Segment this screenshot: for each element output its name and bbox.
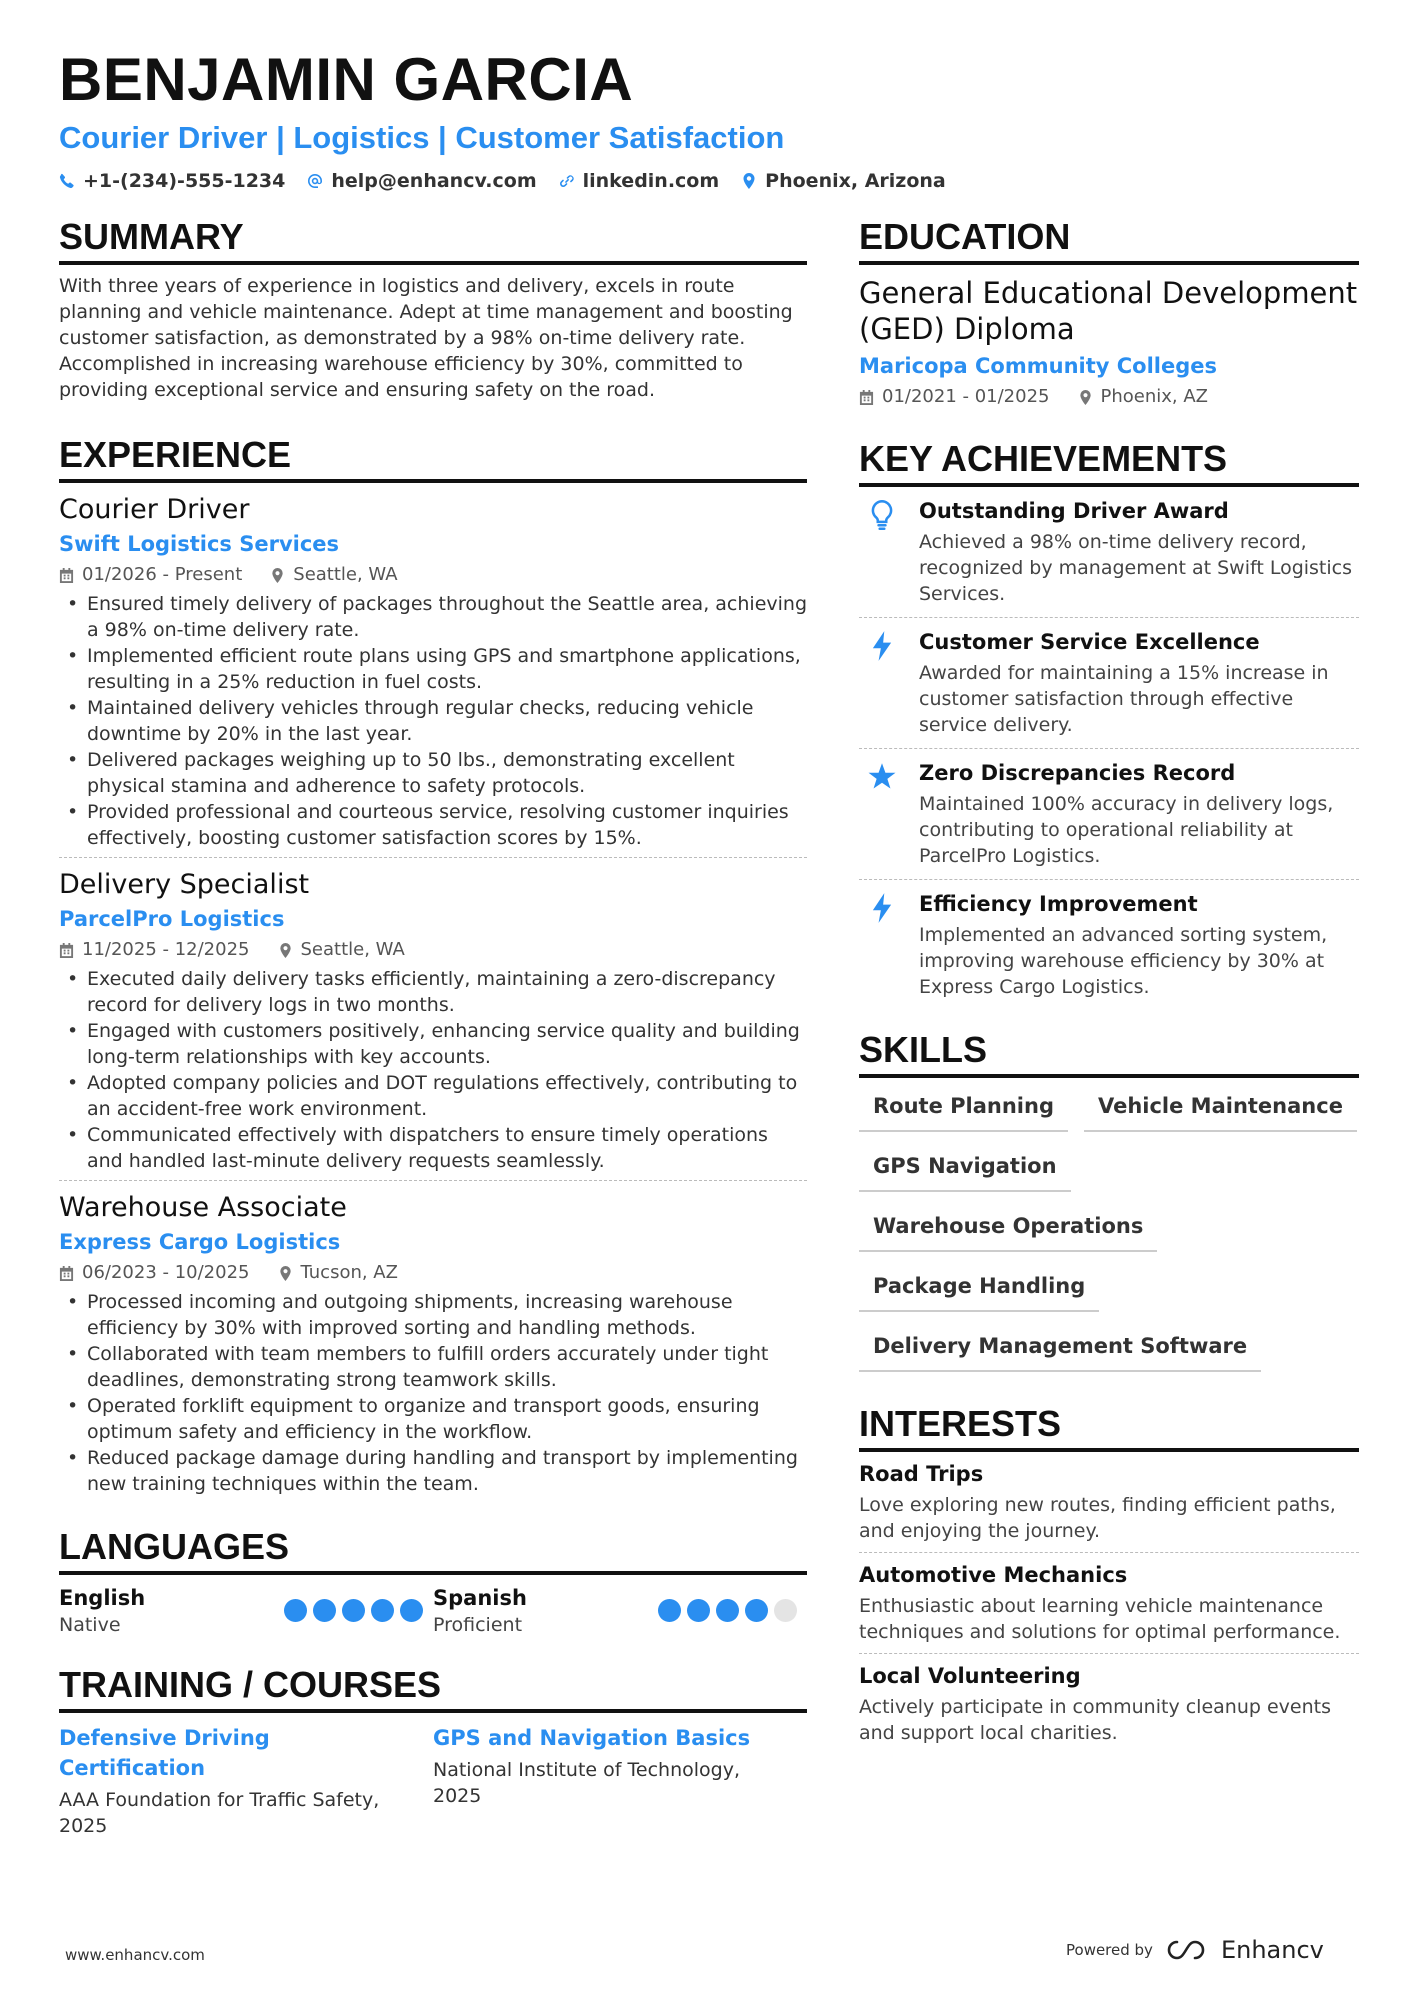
experience-entry: [59, 483, 807, 857]
achievements-heading: KEY ACHIEVEMENTS: [859, 437, 1359, 487]
rating-dot-filled: [400, 1599, 423, 1622]
job-title: Courier Driver: [59, 494, 250, 525]
achievement-title: Outstanding Driver Award: [919, 499, 1229, 523]
bullet-item: • Maintained delivery vehicles through regular checks, reducing vehicle downtime by 20% in the last year.: [59, 695, 807, 747]
training-item: [433, 1723, 807, 1839]
achievements-section: [859, 437, 1359, 1010]
company-name: Swift Logistics Services: [59, 532, 340, 556]
language-name: English: [59, 1586, 146, 1610]
bullet-item: • Implemented efficient route plans using GPS and smartphone applications, resulting in a 25% reduction in fuel costs.: [59, 643, 807, 695]
footer-website[interactable]: www.enhancv.com: [65, 1946, 205, 1964]
lightning-icon: [867, 630, 897, 662]
contact-email[interactable]: [307, 170, 536, 192]
language-level: Proficient: [433, 1614, 523, 1636]
achievement-item: [859, 748, 1359, 879]
interest-title: Road Trips: [859, 1462, 984, 1486]
language-level: Native: [59, 1614, 121, 1636]
bullet-item: • Processed incoming and outgoing shipments, increasing warehouse efficiency by 30% with improved sorting and handling methods.: [59, 1289, 807, 1341]
calendar-icon: [859, 390, 874, 405]
skills-list: [859, 1092, 1359, 1372]
interest-title: Automotive Mechanics: [859, 1563, 1128, 1587]
rating-dot-empty: [774, 1599, 797, 1622]
experience-entry: [59, 857, 807, 1180]
lightbulb-icon: [867, 499, 897, 531]
brand-name: Enhancv: [1220, 1936, 1324, 1964]
summary-heading: SUMMARY: [59, 215, 807, 265]
skills-heading: SKILLS: [859, 1028, 1359, 1078]
interest-desc: Actively participate in community cleanup events and support local charities.: [859, 1696, 1331, 1744]
achievement-title: Customer Service Excellence: [919, 630, 1260, 654]
left-column: [59, 215, 807, 1839]
job-dates: 01/2026 - Present: [82, 564, 243, 585]
skill-tag: GPS Navigation: [859, 1152, 1071, 1192]
bullet-item: • Collaborated with team members to fulfill orders accurately under tight deadlines, demonstrating strong teamwork skills.: [59, 1341, 807, 1393]
star-icon: [867, 761, 897, 793]
training-desc: AAA Foundation for Traffic Safety, 2025: [59, 1789, 380, 1837]
location-pin-icon: [741, 173, 757, 189]
education-meta: [859, 385, 1359, 409]
company-name: ParcelPro Logistics: [59, 907, 285, 931]
contact-linkedin[interactable]: [559, 170, 720, 192]
location-pin-icon: [1078, 390, 1093, 405]
skill-tag: Vehicle Maintenance: [1084, 1092, 1357, 1132]
education-dates: 01/2021 - 01/2025: [882, 386, 1050, 407]
rating-dot-filled: [716, 1599, 739, 1622]
link-icon: [559, 173, 575, 189]
achievement-item: [859, 879, 1359, 1010]
experience-entry: [59, 1180, 807, 1503]
contact-phone[interactable]: [59, 170, 285, 192]
candidate-name: BENJAMIN GARCIA: [59, 46, 634, 113]
bullet-item: • Operated forklift equipment to organize and transport goods, ensuring optimum safety and efficiency in the workflow.: [59, 1393, 807, 1445]
summary-section: [59, 215, 807, 403]
job-location: Seattle, WA: [293, 564, 398, 585]
bullet-item: • Provided professional and courteous service, resolving customer inquiries effectively, boosting customer satisfaction scores by 15%.: [59, 799, 807, 851]
job-bullets: [59, 966, 807, 1174]
rating-dot-filled: [371, 1599, 394, 1622]
job-meta: [59, 938, 807, 962]
skill-tag: Route Planning: [859, 1092, 1068, 1132]
interest-desc: Enthusiastic about learning vehicle maintenance techniques and solutions for optimal performance.: [859, 1595, 1341, 1643]
interest-item: [859, 1552, 1359, 1653]
interest-item: [859, 1452, 1359, 1552]
bullet-item: • Communicated effectively with dispatchers to ensure timely operations and handled last-minute delivery requests seamlessly.: [59, 1122, 807, 1174]
training-desc: National Institute of Technology, 2025: [433, 1759, 740, 1807]
bullet-item: • Executed daily delivery tasks efficiently, maintaining a zero-discrepancy record for delivery logs in two months.: [59, 966, 807, 1018]
skill-tag: Warehouse Operations: [859, 1212, 1157, 1252]
language-name: Spanish: [433, 1586, 527, 1610]
at-icon: [307, 173, 323, 189]
calendar-icon: [59, 1266, 74, 1281]
company-name: Express Cargo Logistics: [59, 1230, 341, 1254]
location-pin-icon: [278, 1266, 293, 1281]
rating-dot-filled: [313, 1599, 336, 1622]
location-text: Phoenix, Arizona: [765, 170, 946, 192]
job-location: Seattle, WA: [300, 939, 405, 960]
enhancv-logo[interactable]: [1167, 1936, 1324, 1964]
contact-location: [741, 170, 946, 192]
location-pin-icon: [270, 568, 285, 583]
phone-icon: [59, 173, 75, 189]
location-pin-icon: [278, 943, 293, 958]
calendar-icon: [59, 568, 74, 583]
resume-header: [59, 44, 1359, 192]
right-column: [859, 215, 1359, 1754]
languages-list: [59, 1585, 807, 1639]
achievement-item: [859, 487, 1359, 617]
bullet-item: • Ensured timely delivery of packages throughout the Seattle area, achieving a 98% on-time delivery rate.: [59, 591, 807, 643]
interests-heading: INTERESTS: [859, 1402, 1359, 1452]
skill-tag: Package Handling: [859, 1272, 1099, 1312]
headline: Courier Driver | Logistics | Customer Satisfaction: [59, 120, 785, 155]
job-dates: 06/2023 - 10/2025: [82, 1262, 250, 1283]
powered-by-text: Powered by: [1066, 1941, 1153, 1959]
languages-heading: LANGUAGES: [59, 1525, 807, 1575]
calendar-icon: [59, 943, 74, 958]
footer-branding: [1066, 1936, 1324, 1964]
interest-desc: Love exploring new routes, finding efficient paths, and enjoying the journey.: [859, 1494, 1336, 1542]
language-item: [433, 1585, 807, 1639]
achievement-desc: Maintained 100% accuracy in delivery logs, contributing to operational reliability at ParcelPro Logistics.: [919, 793, 1334, 867]
language-rating: [284, 1599, 423, 1639]
rating-dot-filled: [342, 1599, 365, 1622]
job-dates: 11/2025 - 12/2025: [82, 939, 250, 960]
interest-item: [859, 1653, 1359, 1754]
interest-title: Local Volunteering: [859, 1664, 1081, 1688]
rating-dot-filled: [658, 1599, 681, 1622]
education-location: Phoenix, AZ: [1100, 386, 1208, 407]
education-section: [859, 215, 1359, 409]
experience-section: [59, 433, 807, 1503]
bullet-item: • Adopted company policies and DOT regulations effectively, contributing to an accident-free work environment.: [59, 1070, 807, 1122]
training-list: [59, 1723, 807, 1839]
bullet-item: • Delivered packages weighing up to 50 lbs., demonstrating excellent physical stamina and adherence to safety protocols.: [59, 747, 807, 799]
job-bullets: [59, 1289, 807, 1497]
degree: General Educational Development (GED) Diploma: [859, 276, 1358, 346]
achievement-title: Zero Discrepancies Record: [919, 761, 1236, 785]
bullet-item: • Reduced package damage during handling and transport by implementing new training techniques within the team.: [59, 1445, 807, 1497]
achievement-item: [859, 617, 1359, 748]
training-title: Defensive Driving Certification: [59, 1726, 270, 1780]
job-meta: [59, 1261, 807, 1285]
phone-text: +1-(234)-555-1234: [83, 170, 286, 192]
school-name: Maricopa Community Colleges: [859, 354, 1218, 378]
rating-dot-filled: [284, 1599, 307, 1622]
email-text: help@enhancv.com: [331, 170, 537, 192]
interests-section: [859, 1402, 1359, 1754]
experience-heading: EXPERIENCE: [59, 433, 807, 483]
education-heading: EDUCATION: [859, 215, 1359, 265]
achievement-desc: Achieved a 98% on-time delivery record, recognized by management at Swift Logistics Services.: [919, 531, 1353, 605]
contact-bar: [59, 170, 1359, 192]
skill-tag: Delivery Management Software: [859, 1332, 1261, 1372]
job-meta: [59, 563, 807, 587]
rating-dot-filled: [687, 1599, 710, 1622]
rating-dot-filled: [745, 1599, 768, 1622]
job-bullets: [59, 591, 807, 851]
job-title: Delivery Specialist: [59, 869, 310, 900]
achievement-desc: Awarded for maintaining a 15% increase in customer satisfaction through effective service delivery.: [919, 662, 1329, 736]
enhancv-logo-icon: [1167, 1938, 1213, 1962]
job-location: Tucson, AZ: [300, 1262, 398, 1283]
training-section: [59, 1663, 807, 1839]
summary-text: With three years of experience in logistics and delivery, excels in route planning and vehicle maintenance. Adept at time management and boosting customer satisfaction, as demonstrated by a 98% on-time delivery rate. Accomplished in increasing warehouse efficiency by 30%, committed to providing exceptional service and ensuring safety on the road.: [59, 275, 793, 401]
language-rating: [658, 1599, 797, 1639]
job-title: Warehouse Associate: [59, 1192, 347, 1223]
achievement-title: Efficiency Improvement: [919, 892, 1198, 916]
skills-section: [859, 1028, 1359, 1372]
training-item: [59, 1723, 433, 1839]
bullet-item: • Engaged with customers positively, enhancing service quality and building long-term relationships with key accounts.: [59, 1018, 807, 1070]
lightning-icon: [867, 892, 897, 924]
language-item: [59, 1585, 433, 1639]
training-heading: TRAINING / COURSES: [59, 1663, 807, 1713]
achievement-desc: Implemented an advanced sorting system, improving warehouse efficiency by 30% at Express Cargo Logistics.: [919, 924, 1328, 998]
training-title: GPS and Navigation Basics: [433, 1726, 751, 1750]
languages-section: [59, 1525, 807, 1639]
linkedin-text: linkedin.com: [582, 170, 720, 192]
